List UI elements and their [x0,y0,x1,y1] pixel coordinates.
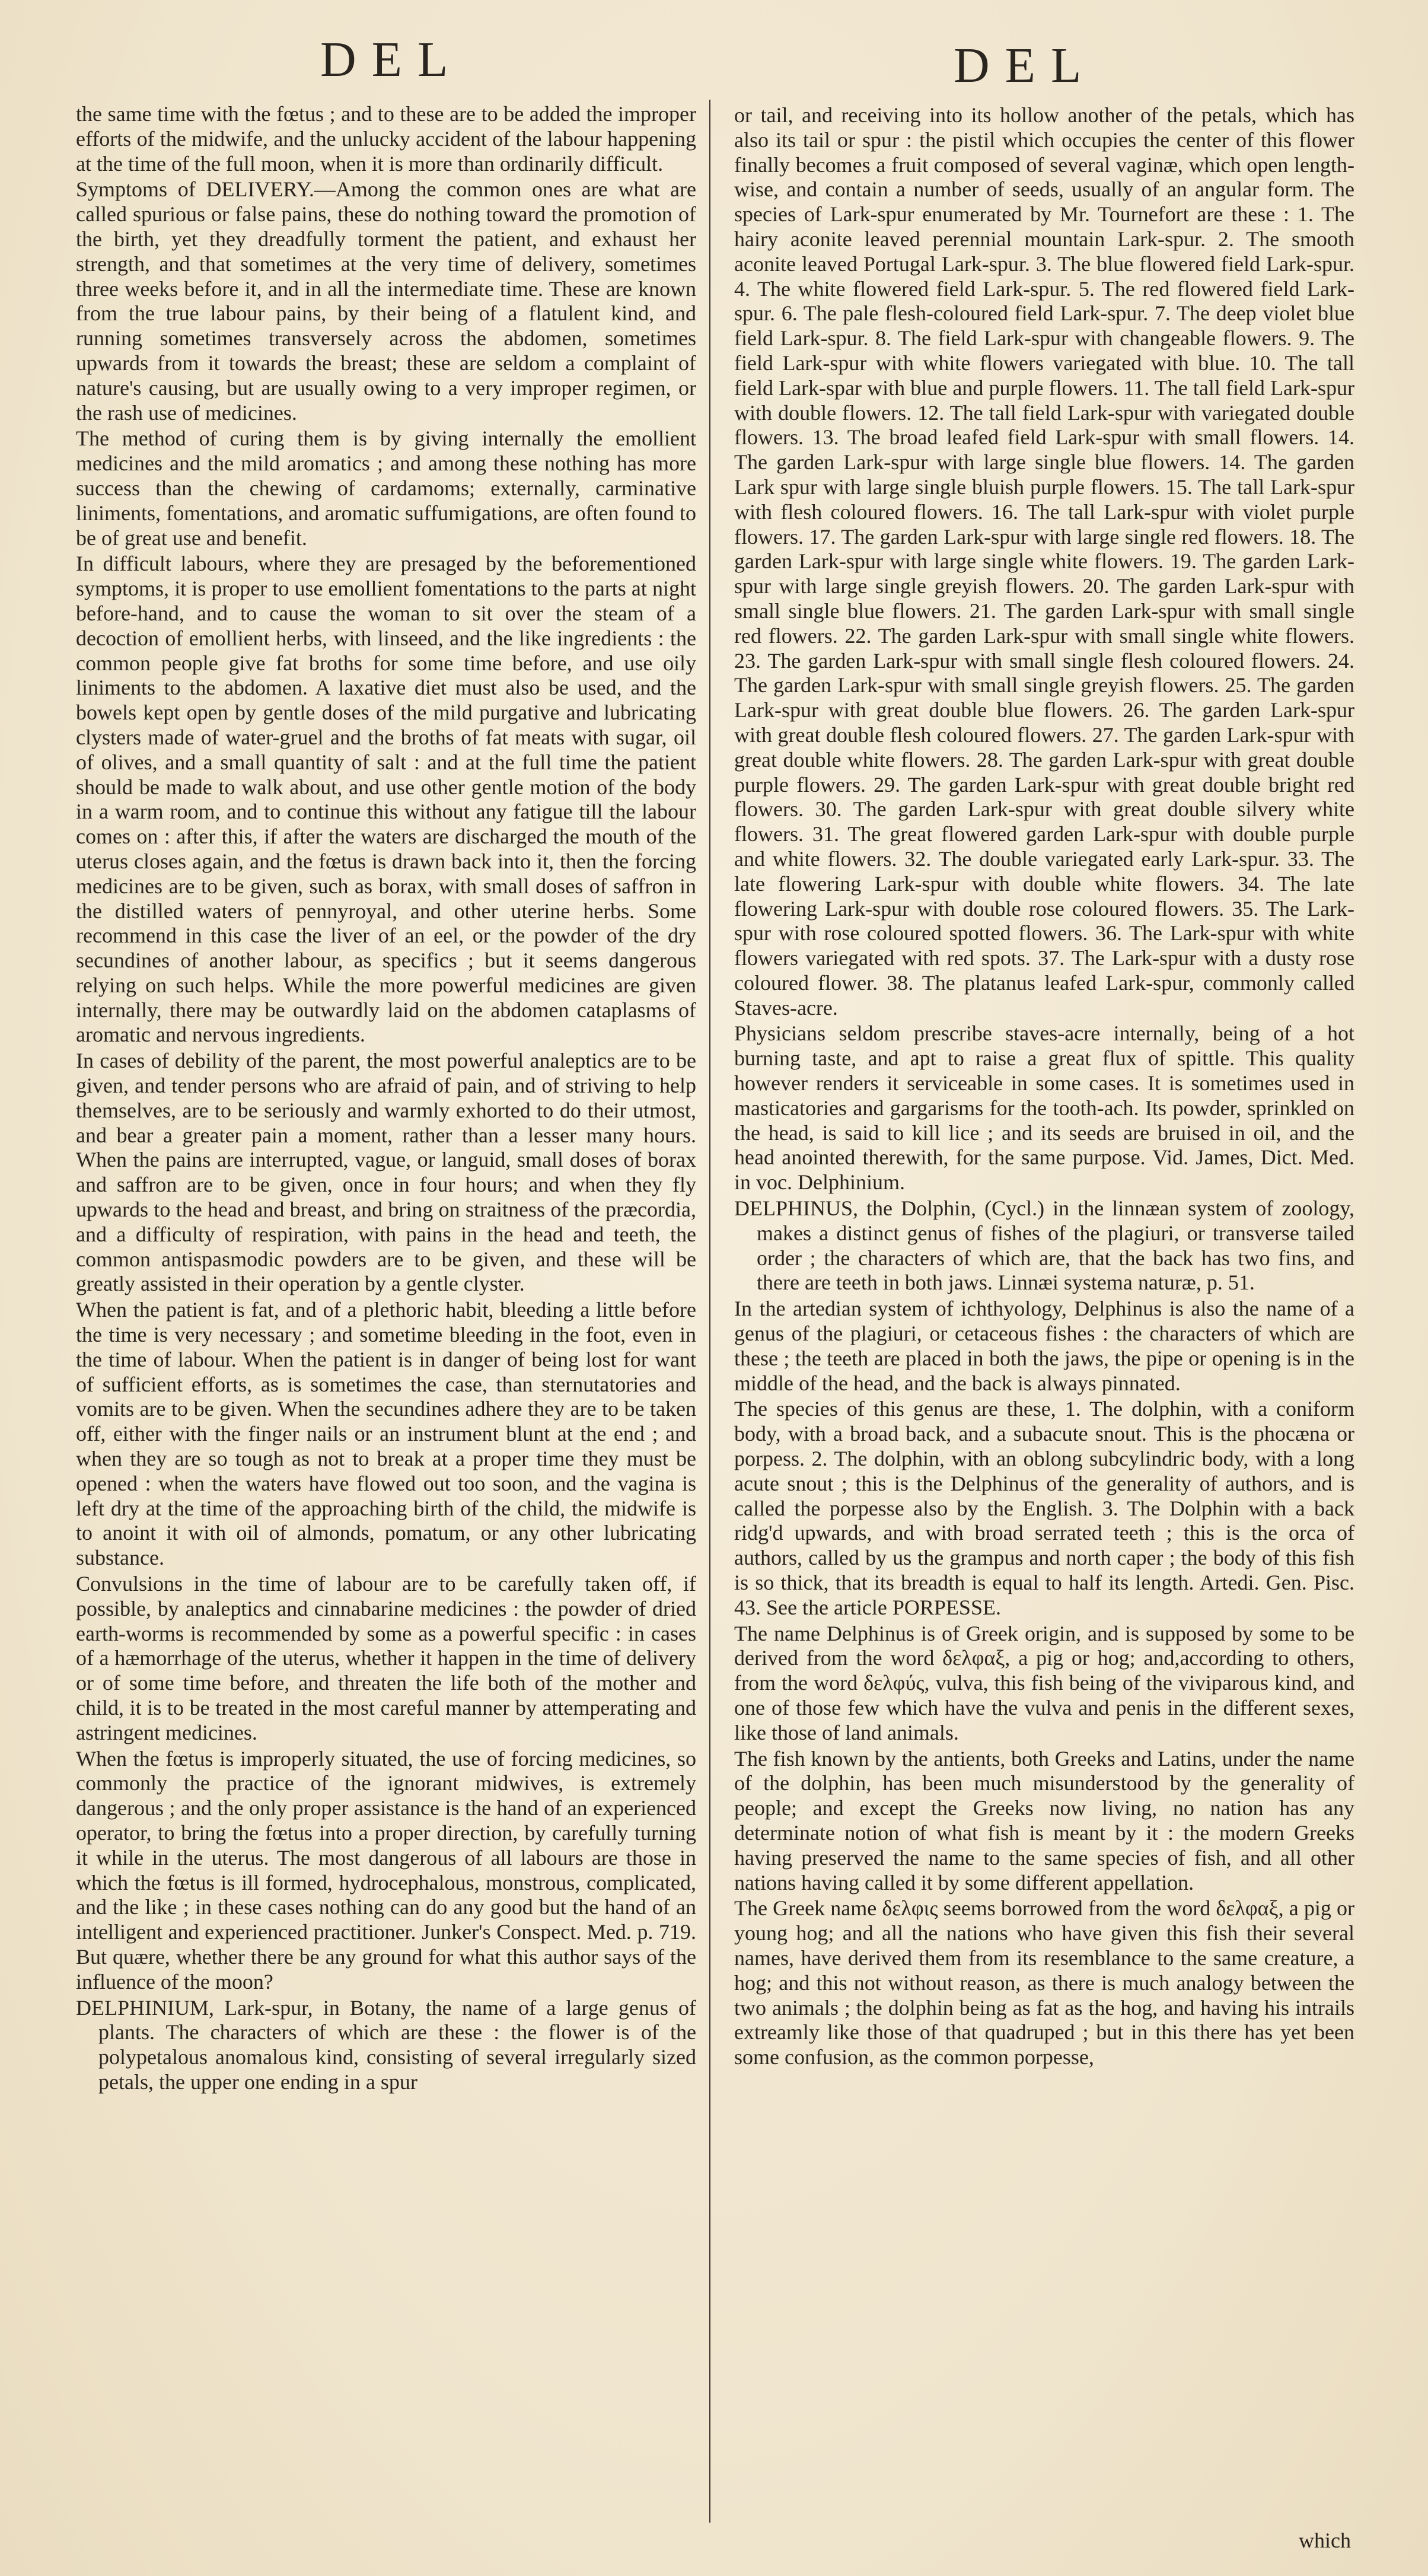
catchword: which [1299,2529,1351,2552]
entry-delphinium: DELPHINIUM, Lark-spur, in Botany, the name of a large genus of plants. The characters of which are these : the flower is of the polypetalous anomalous kind, consisting of several irregularly sized petals, the upper one ending in a spur [76,1995,696,2094]
paragraph: The Greek name δελφις seems borrowed from the word δελφαξ, a pig or young hog; and all the nations who have given this fish their several names, have derived them from its resemblance to the same creature, a hog; and this not without reason, as there is much analogy between the two animals ; the dolphin being as fat as the hog, and having his intrails extreamly like those of that quadruped ; but in this there has yet been some confusion, as the common porpesse, [734,1896,1354,2069]
paragraph: or tail, and receiving into its hollow another of the petals, which has also its tail or spur : the pistil which occupies the center of this flower finally becomes a fruit composed of several vaginæ, which open length-wise, and contain a number of seeds, usually of an angular form. The species of Lark-spur enumerated by Mr. Tournefort are these : 1. The hairy aconite leaved perennial mountain Lark-spur. 2. The smooth aconite leaved Portugal Lark-spur. 3. The blue flowered field Lark-spur. 4. The white flowered field Lark-spur. 5. The red flowered field Lark-spur. 6. The pale flesh-coloured field Lark-spur. 7. The deep violet blue field Lark-spur. 8. The field Lark-spur with changeable flowers. 9. The field Lark-spur with white flowers variegated with blue. 10. The tall field Lark-spar with blue and purple flowers. 11. The tall field Lark-spur with double flowers. 12. The tall field Lark-spur with variegated double flowers. 13. The broad leafed field Lark-spur with small flowers. 14. The garden Lark-spur with large single blue flowers. 14. The garden Lark spur with large single bluish purple flowers. 15. The tall Lark-spur with flesh coloured flowers. 16. The tall Lark-spur with violet purple flowers. 17. The garden Lark-spur with large single red flowers. 18. The garden Lark-spur with large single white flowers. 19. The garden Lark-spur with large single greyish flowers. 20. The garden Lark-spur with small single blue flowers. 21. The garden Lark-spur with small single red flowers. 22. The garden Lark-spur with small single white flowers. 23. The garden Lark-spur with small single flesh coloured flowers. 24. The garden Lark-spur with small single greyish flowers. 25. The garden Lark-spur with great double blue flowers. 26. The garden Lark-spur with great double flesh coloured flowers. 27. The garden Lark-spur with great double white flowers. 28. The garden Lark-spur with great double purple flowers. 29. The garden Lark-spur with great double bright red flowers. 30. The garden Lark-spur with great double silvery white flowers. 31. The great flowered garden Lark-spur with double purple and white flowers. 32. The double variegated early Lark-spur. 33. The late flowering Lark-spur with double white flowers. 34. The late flowering Lark-spur with double rose coloured flowers. 35. The Lark-spur with rose coloured spotted flowers. 36. The Lark-spur with white flowers variegated with red spots. 37. The Lark-spur with a dusty rose coloured flower. 38. The platanus leafed Lark-spur, commonly called Staves-acre. [734,103,1354,1020]
paragraph: the same time with the fœtus ; and to these are to be added the improper efforts of the midwife, and the unlucky accident of the labour happening at the time of the full moon, when it is more than ordinarily difficult. [76,102,696,176]
paragraph: In difficult labours, where they are presaged by the beforementioned symptoms, it is proper to use emollient fomentations to the parts at night before-hand, and to cause the woman to sit over the steam of a decoction of emollient herbs, with linseed, and the like ingredients : the common people give fat broths for some time before, and use oily liniments to the abdomen. A laxative diet must also be used, and the bowels kept open by gentle doses of the mild purgative and lubricating clysters made of water-gruel and the broths of fat meats with sugar, oil of olives, and a small quantity of salt : and at the full time the patient should be made to walk about, and use other gentle motion of the body in a warm room, and to continue this without any fatigue till the labour comes on : after this, if after the waters are discharged the mouth of the uterus closes again, and the fœtus is drawn back into it, then the forcing medicines are to be given, such as borax, with small doses of saffron in the distilled waters of pennyroyal, and other uterine herbs. Some recommend in this case the liver of an eel, or the powder of the dry secundines of another labour, as specifics ; but it seems dangerous relying on such helps. While the more powerful medicines are given internally, there may be outwardly laid on the abdomen cataplasms of aromatic and nervous ingredients. [76,552,696,1047]
paragraph: In the artedian system of ichthyology, Delphinus is also the name of a genus of the plagiuri, or cetaceous fishes : the characters of which are these ; the teeth are placed in both the jaws, the pipe or opening is in the middle of the head, and the back is always pinnated. [734,1297,1354,1395]
paragraph: When the patient is fat, and of a plethoric habit, bleeding a little before the time is very necessary ; and sometime bleeding in the foot, even in the time of labour. When the patient is in danger of being lost for want of sufficient efforts, as is sometimes the case, than sternutatories and vomits are to be given. When the secundines adhere they are to be taken off, either with the finger nails or an instrument blunt at the end ; and when they are so tough as not to break at a proper time they must be opened : when the waters have flowed out too soon, and the vagina is left dry at the time of the approaching birth of the child, the midwife is to anoint it with oil of almonds, pomatum, or any other lubricating substance. [76,1298,696,1570]
left-column [76,102,696,2096]
paragraph: The method of curing them is by giving internally the emollient medicines and the mild aromatics ; and among these nothing has more success than the chewing of cardamoms; externally, carminative liniments, fomentations, and aromatic suffumigations, are often found to be of great use and benefit. [76,426,696,550]
paragraph: Physicians seldom prescribe staves-acre internally, being of a hot burning taste, and apt to raise a great flux of spittle. This quality however renders it serviceable in some cases. It is sometimes used in masticatories and gargarisms for the tooth-ach. Its powder, sprinkled on the head, is said to kill lice ; and its seeds are bruised in oil, and the head anointed therewith, for the same purpose. Vid. James, Dict. Med. in voc. Delphinium. [734,1021,1354,1195]
right-column [734,103,1354,2071]
paragraph: In cases of debility of the parent, the most powerful analeptics are to be given, and tender persons who are afraid of pain, and of striving to help themselves, are to be seriously and warmly exhorted to do their utmost, and bear a greater pain a moment, rather than a lesser many hours. When the pains are interrupted, vague, or languid, small doses of borax and saffron are to be given, once in four hours; and when they fly upwards to the head and breast, and bring on straitness of the præcordia, and a difficulty of respiration, with pains in the head and teeth, the common antispasmodic powders are to be given, and these will be greatly assisted in their operation by a gentle clyster. [76,1049,696,1296]
running-head-right: DEL [954,38,1097,93]
entry-delphinus: DELPHINUS, the Dolphin, (Cycl.) in the linnæan system of zoology, makes a distinct genus of fishes of the plagiuri, or transverse tailed order ; the characters of which are, that the back has two fins, and there are teeth in both jaws. Linnæi systema naturæ, p. 51. [734,1196,1354,1295]
paragraph: Convulsions in the time of labour are to be carefully taken off, if possible, by analeptics and cinnabarine medicines : the powder of dried earth-worms is recommended by some as a powerful specific : in cases of a hæmorrhage of the uterus, whether it happen in the time of delivery or of some time before, and threaten the life both of the mother and child, it is to be treated in the most careful manner by attemperating and astringent medicines. [76,1572,696,1744]
paragraph: When the fœtus is improperly situated, the use of forcing medicines, so commonly the practice of the ignorant midwives, is extremely dangerous ; and the only proper assistance is the hand of an experienced operator, to bring the fœtus into a proper direction, by carefully turning it while in the uterus. The most dangerous of all labours are those in which the fœtus is ill formed, hydrocephalous, monstrous, complicated, and the like ; in these cases nothing can do any good but the hand of an intelligent and experienced practitioner. Junker's Conspect. Med. p. 719. But quære, whether there be any ground for what this author says of the influence of the moon? [76,1746,696,1994]
paragraph: Symptoms of DELIVERY.—Among the common ones are what are called spurious or false pains, these do nothing toward the promotion of the birth, yet they dreadfully torment the patient, and exhaust her strength, and that sometimes at the very time of delivery, sometimes three weeks before it, and in all the intermediate time. These are known from the true labour pains, by their being of a flatulent kind, and running sometimes transversely across the abdomen, sometimes upwards from it towards the breast; these are seldom a complaint of nature's causing, but are usually owing to a very improper regimen, or the rash use of medicines. [76,177,696,425]
column-divider [709,100,710,2523]
paragraph: The name Delphinus is of Greek origin, and is supposed by some to be derived from the word δελφαξ, a pig or hog; and,according to others, from the word δελφύς, vulva, this fish being of the viviparous kind, and one of those few which have the vulva and penis in the different sexes, like those of land animals. [734,1621,1354,1744]
running-head-left: DEL [320,32,464,87]
paragraph: The species of this genus are these, 1. The dolphin, with a coniform body, with a broad back, and a subacute snout. This is the phocæna or porpess. 2. The dolphin, with an oblong subcylindric body, with a long acute snout ; this is the Delphinus of the generality of authors, and is called the porpesse also by the English. 3. The Dolphin with a back ridg'd upwards, and with broad serrated teeth ; this is the orca of authors, called by us the grampus and north caper ; the body of this fish is so thick, that its breadth is equal to half its length. Artedi. Gen. Pisc. 43. See the article PORPESSE. [734,1397,1354,1619]
paragraph: The fish known by the antients, both Greeks and Latins, under the name of the dolphin, has been much misunderstood by the generality of people; and except the Greeks now living, no nation has any determinate notion of what fish is meant by it : the modern Greeks having preserved the name to the same species of fish, and all other nations having called it by some different appellation. [734,1746,1354,1894]
